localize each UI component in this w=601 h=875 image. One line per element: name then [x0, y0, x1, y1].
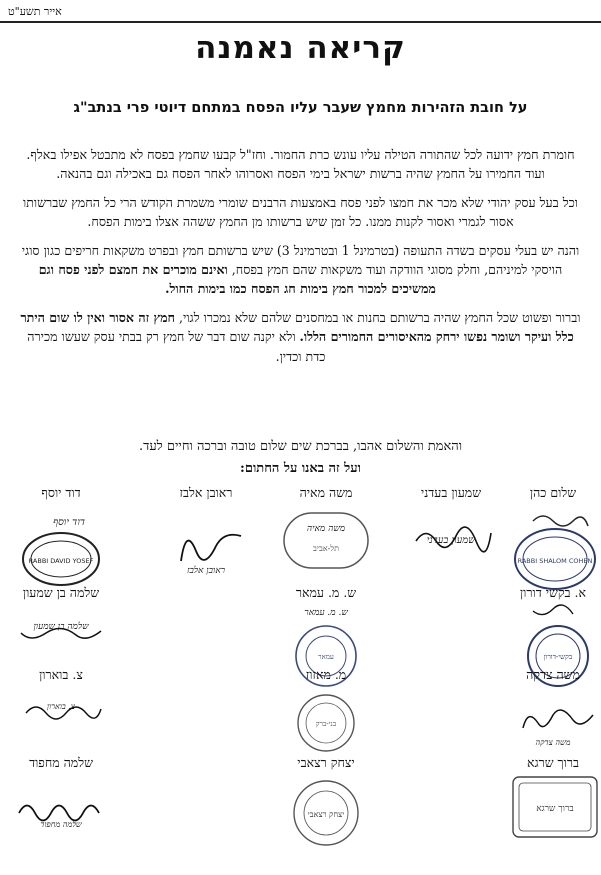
signature-icon	[156, 501, 256, 596]
paragraph-1: חומרת חמץ ידועה לכל שהתורה הטילה עליו עונש כרת החמור. וחז"ל קבעו שחמץ בפסח לא מתבטל אפילו באלף. ועוד החמירו על החמץ שהיה ברשות ישראל בימי הפסח ואסרוהו לאחר הפסח גם באכילה וגם בהנאה.	[26, 147, 575, 182]
svg-text:ראובן אלבז: ראובן אלבז	[186, 566, 226, 576]
date-line: אייר תשע"ט	[8, 5, 62, 18]
signatory-name: שמעון בעדני	[420, 485, 482, 500]
signatory-name: א. בקשי דורון	[520, 585, 586, 600]
seal-icon	[276, 501, 376, 596]
signatory-13	[276, 755, 376, 875]
svg-text:דוד יוסף: דוד יוסף	[52, 517, 86, 528]
svg-text:יצחק רצאבי: יצחק רצאבי	[307, 810, 345, 819]
signatory-12	[503, 755, 601, 875]
svg-text:שלמה בן שמעון: שלמה בן שמעון	[33, 622, 89, 632]
top-divider	[0, 21, 601, 23]
signatory-name: ראובן אלבז	[179, 485, 233, 500]
signatory-name: ברוך שרגא	[526, 755, 580, 770]
signatory-name: ש. מ. עמאר	[295, 585, 357, 600]
svg-text:RABBI SHALOM COHEN: RABBI SHALOM COHEN	[517, 557, 593, 565]
body-text	[20, 145, 581, 375]
signatory-name: מ. מאזוז	[305, 667, 347, 682]
closing-line: והאמת והשלום אהבו, בברכת שים שלום טובה וברכה וחיים לעד.	[138, 439, 463, 454]
svg-text:ברוך שרגא: ברוך שרגא	[536, 804, 574, 814]
svg-text:בקשי-דורון: בקשי-דורון	[543, 653, 573, 661]
svg-text:משה צדקה: משה צדקה	[535, 738, 571, 747]
svg-text:RABBI DAVID YOSEF: RABBI DAVID YOSEF	[28, 557, 94, 565]
signatory-name: משה צדקה	[526, 667, 580, 682]
signature-icon	[11, 771, 111, 871]
signatory-name: צ. בוארון	[39, 667, 83, 682]
paragraph-4: וברור ופשוט שכל החמץ שהיה ברשותם בחנות או במחסנים שלהם שלא נמכרו לגוי, חמץ זה אסור ואין לו שום היתר כלל ועיקר ושומר נפשו ירחק מהאיסורים החמורים הללו. ולא יקנה שום דבר של חמץ רק בבתי עסק שעשו מכירה כדת וכדין.	[20, 309, 581, 364]
signatory-name: משה מאיה	[299, 485, 353, 500]
svg-text:שמעון בעדני: שמעון בעדני	[426, 535, 476, 546]
seal-icon	[11, 501, 111, 596]
svg-text:בני-ברק: בני-ברק	[315, 720, 337, 728]
svg-text:שלמה מחפוד: שלמה מחפוד	[40, 820, 82, 829]
seal-icon	[276, 771, 376, 871]
page-title: קריאה נאמנה	[195, 30, 406, 66]
seal-icon	[276, 683, 376, 763]
signature-icon	[401, 501, 501, 596]
signature-icon	[11, 683, 111, 763]
signatory-name: שלמה בן שמעון	[22, 585, 100, 600]
page-subtitle: על חובת הזהירות מחמץ שעבר עליו הפסח במתחם דיוטי פרי בנתב"ג	[73, 100, 528, 116]
svg-text:משה מאיה: משה מאיה	[306, 524, 346, 534]
svg-text:תל-אביב: תל-אביב	[313, 544, 339, 553]
signature-intro: ועל זה באנו על החתום:	[240, 461, 361, 476]
signatory-name: יצחק רצאבי	[297, 755, 355, 770]
signatory-14	[11, 755, 111, 875]
svg-text:צ. בוארון: צ. בוארון	[47, 702, 75, 711]
seal-icon	[503, 501, 601, 596]
signatory-name: שלום כהן	[529, 485, 577, 500]
signature-icon	[503, 683, 601, 763]
signatory-4	[156, 485, 256, 605]
paragraph-2: וכל בעל עסק יהודי שלא מכר את חמצו לפני פסח באמצעות הרבנים שומרי משמרת הקודש הרי כל החמץ שברשותו אסור לגמרי ואסור לקנות ממנו. כל זמן שיש ברשותו מן החמץ ששהה אצלו בימות הפסח.	[23, 194, 578, 230]
svg-text:עמאר: עמאר	[318, 653, 334, 661]
signatory-name: דוד יוסף	[41, 485, 81, 500]
seal-icon	[503, 771, 601, 871]
svg-text:ש. מ. עמאר: ש. מ. עמאר	[304, 608, 348, 618]
signatory-name: שלמה מחפוד	[29, 755, 93, 770]
signatory-2	[401, 485, 501, 605]
paragraph-3: והנה יש בעלי עסקים בשדה התעופה (בטרמינל 1 ובטרמינל 3) שיש ברשותם חמץ ובפרט משקאות חריפים כגון סוגי הויסקי למיניהם, וחלק מסוגי הוודקה ועוד משקאות שהם חמץ בפסח, ואינם מוכרים את חמצם לפני פסח וגם ממשיכים למכור חמץ בימות חג הפסח כמו בימות החול.	[21, 242, 580, 297]
